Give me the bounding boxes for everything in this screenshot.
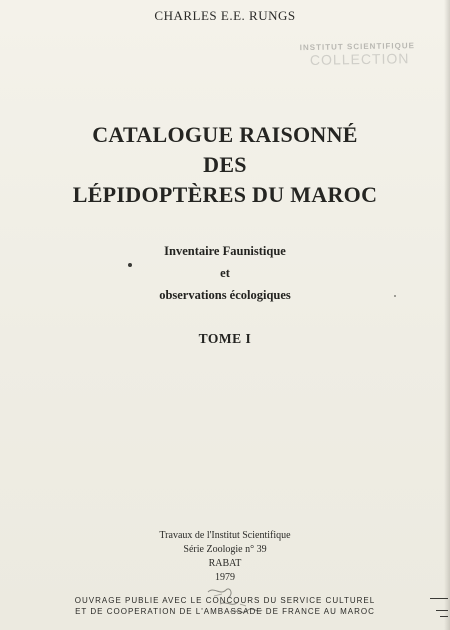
stamp-line-1: INSTITUT SCIENTIFIQUE xyxy=(299,41,416,53)
subtitle-line-1: Inventaire Faunistique xyxy=(164,244,286,258)
footer-line-2: ET DE COOPERATION DE L'AMBASSADE DE FRANCE AU MAROC xyxy=(75,607,375,616)
margin-mark xyxy=(436,610,448,611)
title-line-2: DES xyxy=(203,152,247,177)
title-line-3: LÉPIDOPTÈRES DU MAROC xyxy=(72,182,378,207)
volume-label: TOME I xyxy=(198,331,252,346)
sponsorship-note xyxy=(0,595,450,617)
imprint-line-2: Série Zoologie n° 39 xyxy=(183,544,267,555)
margin-mark xyxy=(440,616,448,617)
margin-mark xyxy=(430,598,448,599)
author-name: CHARLES E.E. RUNGS xyxy=(154,8,296,23)
stamp-line-2: COLLECTION xyxy=(309,50,410,68)
library-stamp xyxy=(300,41,431,83)
book-subtitle xyxy=(0,240,450,306)
ink-speck xyxy=(394,295,396,297)
book-title xyxy=(0,120,450,210)
footer-line-1: OUVRAGE PUBLIE AVEC LE CONCOURS DU SERVICE CULTUREL xyxy=(74,596,376,605)
subtitle-line-2: et xyxy=(220,266,230,280)
ink-speck xyxy=(128,263,132,267)
imprint-line-3: RABAT xyxy=(208,558,242,569)
publisher-imprint xyxy=(0,529,450,585)
imprint-line-1: Travaux de l'Institut Scientifique xyxy=(159,530,291,541)
subtitle-line-3: observations écologiques xyxy=(159,288,291,302)
title-line-1: CATALOGUE RAISONNÉ xyxy=(92,122,358,147)
imprint-line-4: 1979 xyxy=(215,572,235,583)
